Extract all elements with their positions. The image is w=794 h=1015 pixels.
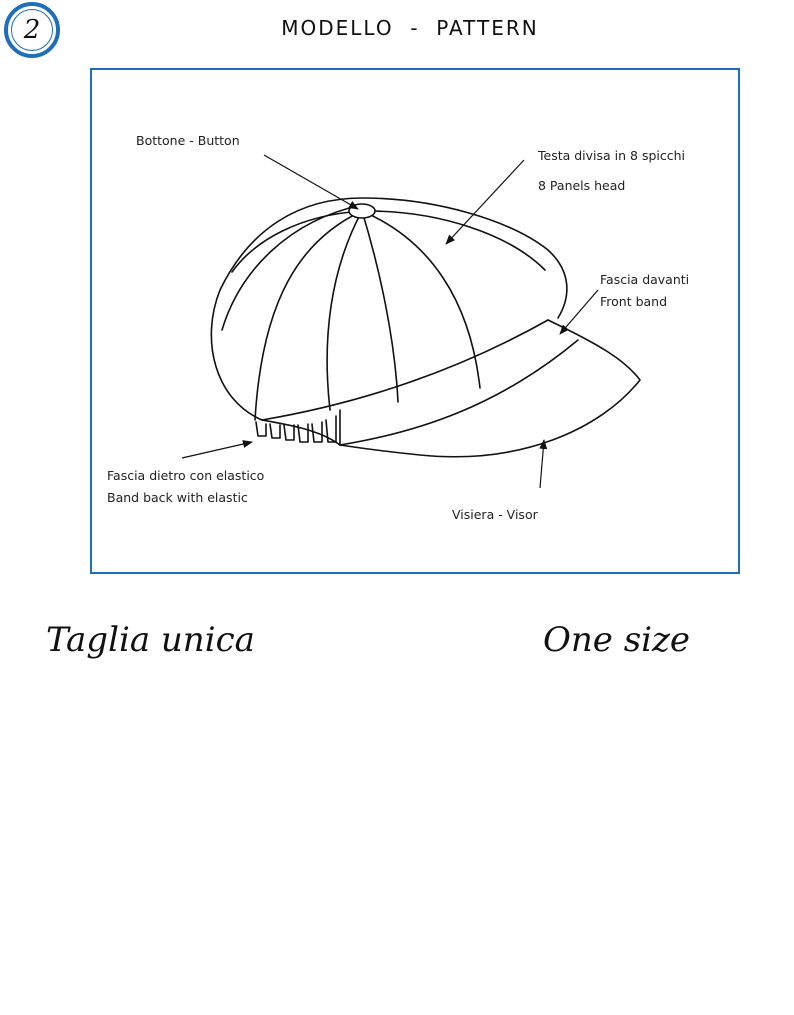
visor-label: Visiera - Visor [452, 507, 538, 522]
front-band-label-italian: Fascia davanti [600, 272, 690, 287]
size-label-italian: Taglia unica [46, 620, 255, 660]
front-band-top [262, 320, 548, 420]
back-band-label-italian: Fascia dietro con elastico [107, 468, 265, 483]
panel-seam-6 [232, 211, 362, 272]
page-number: 2 [23, 15, 41, 45]
back-elastic [256, 416, 336, 442]
button-pointer [264, 155, 358, 209]
panel-seam-1 [255, 211, 362, 420]
panel-seam-5 [362, 211, 545, 270]
panels-pointer [446, 160, 524, 244]
panels-label-italian: Testa divisa in 8 spicchi [538, 148, 686, 163]
panel-seam-2 [327, 211, 362, 410]
cap-crown-outline [211, 198, 567, 420]
back-band-label-english: Band back with elastic [107, 490, 248, 505]
size-label-english: One size [543, 620, 691, 660]
visor-pointer [540, 440, 544, 488]
front-band-label-english: Front band [600, 294, 668, 309]
button-label: Bottone - Button [136, 133, 240, 148]
page-title: MODELLO - PATTERN [281, 16, 539, 40]
crown-inner-edge [222, 205, 362, 330]
page-number-badge [4, 2, 60, 58]
panels-label-english: 8 Panels head [538, 178, 626, 193]
panel-seam-3 [362, 211, 398, 402]
back-band-pointer [182, 442, 252, 458]
